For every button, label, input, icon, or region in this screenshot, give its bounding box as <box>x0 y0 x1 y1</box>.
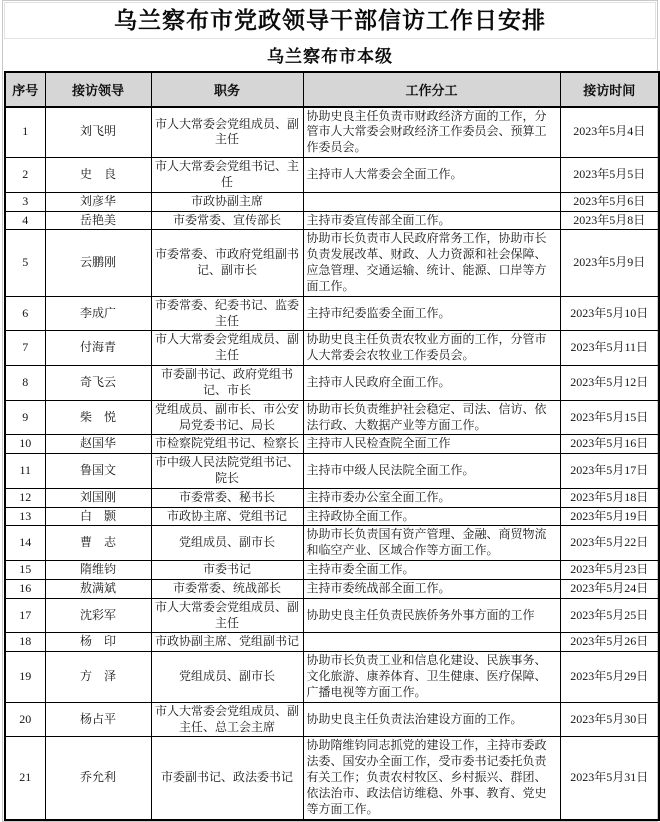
visit-date-cell: 2023年5月4日 <box>560 107 659 158</box>
duty-cell: 主持市中级人民法院全面工作。 <box>303 454 560 489</box>
table-row <box>5 561 659 580</box>
duty-cell: 协助市长负责维护社会稳定、司法、信访、依法行政、大数据产业等方面工作。 <box>303 400 560 435</box>
duty-cell: 协助市长负责工业和信息化建设、民族事务、文化旅游、康养体育、卫生健康、医疗保障、广播电视等方面工作。 <box>303 652 560 702</box>
position-cell: 市政协主席、党组书记 <box>151 507 303 526</box>
table-row <box>5 331 659 366</box>
row-number-cell: 6 <box>5 296 45 331</box>
leader-name-cell: 方 泽 <box>45 652 151 702</box>
leader-name-cell: 刘国刚 <box>45 488 151 507</box>
visit-date-cell: 2023年5月31日 <box>560 737 659 820</box>
title-block <box>4 2 656 39</box>
leader-name-cell: 杨 印 <box>45 633 151 652</box>
table-row <box>5 526 659 561</box>
position-cell: 党组成员、副市长 <box>151 526 303 561</box>
visit-date-cell: 2023年5月24日 <box>560 579 659 598</box>
position-cell: 市中级人民法院党组书记、院长 <box>151 454 303 489</box>
duty-cell: 主持政协全面工作。 <box>303 507 560 526</box>
position-cell: 市委常委、统战部长 <box>151 579 303 598</box>
leader-name-cell: 刘彦华 <box>45 192 151 211</box>
duty-cell: 主持市纪委监委全面工作。 <box>303 296 560 331</box>
position-cell: 市人大常委会党组成员、副主任 <box>151 331 303 366</box>
leader-name-cell: 云鹏刚 <box>45 230 151 296</box>
visit-date-cell: 2023年5月17日 <box>560 454 659 489</box>
row-number-cell: 13 <box>5 507 45 526</box>
duty-cell: 协助市长负责市人民政府常务工作，协助市长负责发展改革、财政、人力资源和社会保障、应急管理、交通运输、统计、能源、口岸等方面工作。 <box>303 230 560 296</box>
header-row <box>5 72 659 107</box>
visit-date-cell: 2023年5月30日 <box>560 702 659 737</box>
position-cell: 市委常委、市政府党组副书记、副市长 <box>151 230 303 296</box>
position-cell: 党组成员、副市长 <box>151 652 303 702</box>
leader-name-cell: 曹 志 <box>45 526 151 561</box>
visit-date-cell: 2023年5月8日 <box>560 211 659 230</box>
visit-date-cell: 2023年5月29日 <box>560 652 659 702</box>
row-number-cell: 12 <box>5 488 45 507</box>
position-cell: 市委副书记、政法委书记 <box>151 737 303 820</box>
row-number-cell: 21 <box>5 737 45 820</box>
table-row <box>5 400 659 435</box>
duty-cell: 主持市委宣传部全面工作。 <box>303 211 560 230</box>
table-row <box>5 633 659 652</box>
row-number-cell: 19 <box>5 652 45 702</box>
row-number-cell: 15 <box>5 561 45 580</box>
leader-name-cell: 乔允利 <box>45 737 151 820</box>
subtitle-block <box>4 39 656 71</box>
table-body <box>5 107 659 820</box>
duty-cell: 协助史良主任负责法治建设方面的工作。 <box>303 702 560 737</box>
leader-name-cell: 奇飞云 <box>45 366 151 401</box>
table-row <box>5 454 659 489</box>
row-number-cell: 1 <box>5 107 45 158</box>
table-row <box>5 107 659 158</box>
position-cell: 市检察院党组书记、检察长 <box>151 435 303 454</box>
table-row <box>5 737 659 820</box>
visit-date-cell: 2023年5月5日 <box>560 158 659 193</box>
leader-name-cell: 敖满斌 <box>45 579 151 598</box>
row-number-cell: 14 <box>5 526 45 561</box>
duty-cell: 协助隋维钧同志抓党的建设工作，主持市委政法委、国安办全面工作，受市委书记委托负责有关工作；负责农村牧区、乡村振兴、群团、依法治市、政法信访维稳、外事、教育、党史等方面工作。 <box>303 737 560 820</box>
visit-date-cell: 2023年5月25日 <box>560 598 659 633</box>
leader-name-cell: 付海青 <box>45 331 151 366</box>
header-no: 序号 <box>5 72 45 107</box>
row-number-cell: 9 <box>5 400 45 435</box>
table-row <box>5 230 659 296</box>
duty-cell: 主持市人民政府全面工作。 <box>303 366 560 401</box>
row-number-cell: 4 <box>5 211 45 230</box>
leader-name-cell: 赵国华 <box>45 435 151 454</box>
duty-cell: 主持市委全面工作。 <box>303 561 560 580</box>
row-number-cell: 5 <box>5 230 45 296</box>
table-row <box>5 598 659 633</box>
duty-cell <box>303 192 560 211</box>
duty-cell: 主持市委办公室全面工作。 <box>303 488 560 507</box>
duty-cell: 协助市长负责国有资产管理、金融、商贸物流和临空产业、区域合作等方面工作。 <box>303 526 560 561</box>
leader-name-cell: 李成广 <box>45 296 151 331</box>
header-position: 职务 <box>151 72 303 107</box>
table-row <box>5 192 659 211</box>
visit-date-cell: 2023年5月26日 <box>560 633 659 652</box>
visit-date-cell: 2023年5月22日 <box>560 526 659 561</box>
visit-date-cell: 2023年5月19日 <box>560 507 659 526</box>
visit-date-cell: 2023年5月9日 <box>560 230 659 296</box>
position-cell: 党组成员、副市长、市公安局党委书记、局长 <box>151 400 303 435</box>
position-cell: 市人大常委会党组成员、副主任 <box>151 598 303 633</box>
table-row <box>5 366 659 401</box>
visit-date-cell: 2023年5月18日 <box>560 488 659 507</box>
table-row <box>5 211 659 230</box>
leader-name-cell: 刘飞明 <box>45 107 151 158</box>
position-cell: 市委常委、秘书长 <box>151 488 303 507</box>
duty-cell: 协助史良主任负责民族侨务外事方面的工作 <box>303 598 560 633</box>
schedule-table <box>4 71 660 821</box>
header-leader: 接访领导 <box>45 72 151 107</box>
row-number-cell: 11 <box>5 454 45 489</box>
duty-cell <box>303 633 560 652</box>
header-date: 接访时间 <box>560 72 659 107</box>
row-number-cell: 8 <box>5 366 45 401</box>
visit-date-cell: 2023年5月6日 <box>560 192 659 211</box>
duty-cell: 主持市委统战部全面工作。 <box>303 579 560 598</box>
table-row <box>5 507 659 526</box>
duty-cell: 协助史良主任负责市财政经济方面的工作，分管市人大常委会财政经济工作委员会、预算工作委员会。 <box>303 107 560 158</box>
position-cell: 市委副书记、政府党组书记、市长 <box>151 366 303 401</box>
leader-name-cell: 鲁国文 <box>45 454 151 489</box>
position-cell: 市人大常委会党组成员、副主任、总工会主席 <box>151 702 303 737</box>
table-row <box>5 652 659 702</box>
table-row <box>5 702 659 737</box>
leader-name-cell: 柴 悦 <box>45 400 151 435</box>
visit-date-cell: 2023年5月23日 <box>560 561 659 580</box>
row-number-cell: 16 <box>5 579 45 598</box>
visit-date-cell: 2023年5月11日 <box>560 331 659 366</box>
leader-name-cell: 隋维钧 <box>45 561 151 580</box>
table-row <box>5 579 659 598</box>
table-row <box>5 435 659 454</box>
header-duty: 工作分工 <box>303 72 560 107</box>
row-number-cell: 18 <box>5 633 45 652</box>
position-cell: 市政协副主席、党组副书记 <box>151 633 303 652</box>
duty-cell: 主持市人大常委会全面工作。 <box>303 158 560 193</box>
table-row <box>5 488 659 507</box>
position-cell: 市人大常委会党组成员、副主任 <box>151 107 303 158</box>
document-page <box>2 0 658 822</box>
visit-date-cell: 2023年5月12日 <box>560 366 659 401</box>
table-row <box>5 158 659 193</box>
document-subtitle: 乌兰察布市本级 <box>267 46 393 66</box>
position-cell: 市委常委、纪委书记、监委主任 <box>151 296 303 331</box>
position-cell: 市政协副主席 <box>151 192 303 211</box>
row-number-cell: 3 <box>5 192 45 211</box>
duty-cell: 协助史良主任负责农牧业方面的工作，分管市人大常委会农牧业工作委员会。 <box>303 331 560 366</box>
row-number-cell: 2 <box>5 158 45 193</box>
leader-name-cell: 杨占平 <box>45 702 151 737</box>
duty-cell: 主持市人民检查院全面工作 <box>303 435 560 454</box>
position-cell: 市人大常委会党组书记、主任 <box>151 158 303 193</box>
row-number-cell: 7 <box>5 331 45 366</box>
table-header <box>5 72 659 107</box>
table-row <box>5 296 659 331</box>
leader-name-cell: 史 良 <box>45 158 151 193</box>
row-number-cell: 10 <box>5 435 45 454</box>
document-title: 乌兰察布市党政领导干部信访工作日安排 <box>114 8 546 33</box>
row-number-cell: 20 <box>5 702 45 737</box>
visit-date-cell: 2023年5月15日 <box>560 400 659 435</box>
leader-name-cell: 岳艳美 <box>45 211 151 230</box>
visit-date-cell: 2023年5月10日 <box>560 296 659 331</box>
position-cell: 市委书记 <box>151 561 303 580</box>
row-number-cell: 17 <box>5 598 45 633</box>
leader-name-cell: 沈彩军 <box>45 598 151 633</box>
visit-date-cell: 2023年5月16日 <box>560 435 659 454</box>
leader-name-cell: 白 颢 <box>45 507 151 526</box>
position-cell: 市委常委、宣传部长 <box>151 211 303 230</box>
